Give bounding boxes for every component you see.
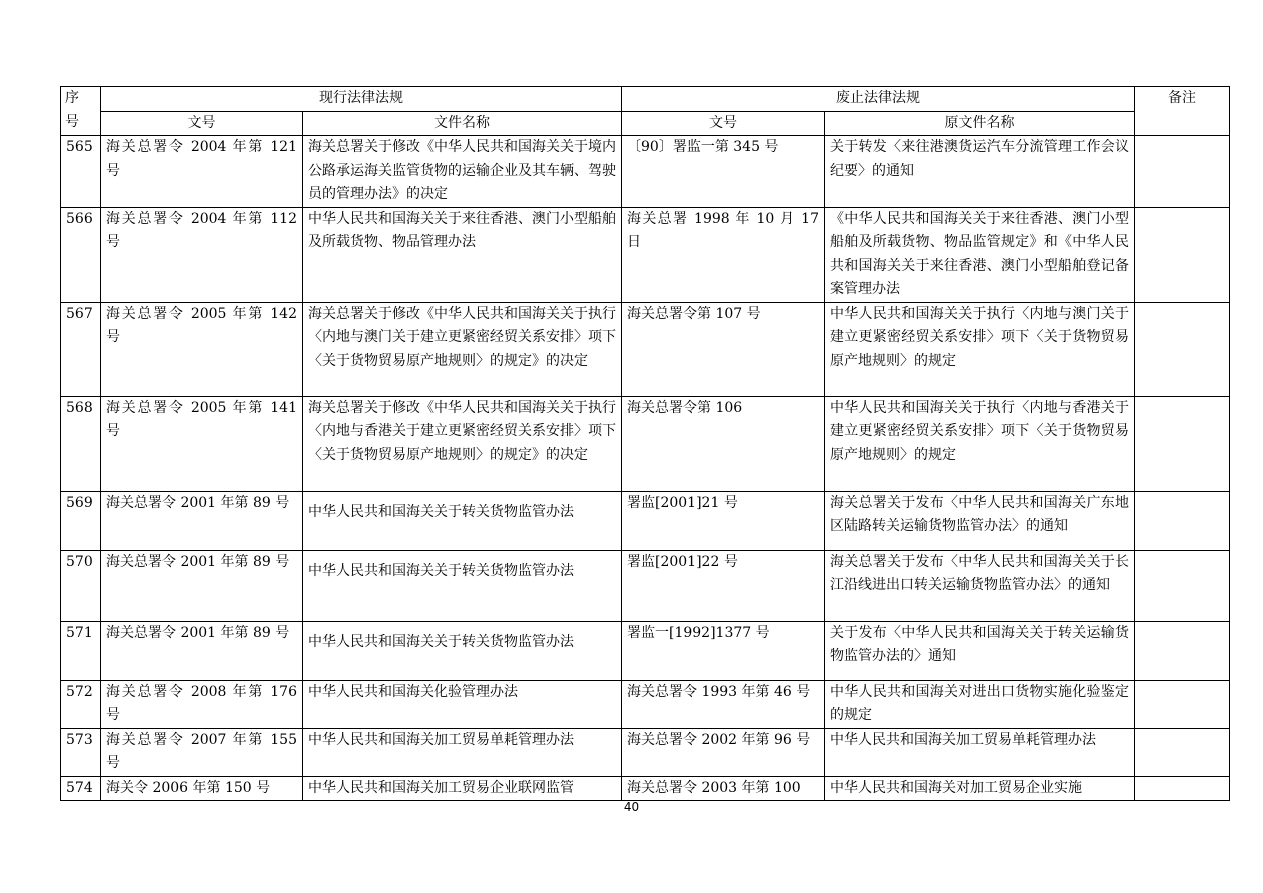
row-number: 565 — [61, 136, 101, 208]
current-title: 海关总署关于修改《中华人民共和国海关关于执行〈内地与香港关于建立更紧密经贸关系安排〉项下〈关于货物贸易原产地规则〉的规定》的决定 — [303, 396, 622, 491]
row-number: 572 — [61, 680, 101, 728]
current-title: 中华人民共和国海关加工贸易企业联网监管 — [303, 776, 622, 801]
repealed-docno: 署监[2001]22 号 — [622, 550, 825, 621]
repealed-title: 中华人民共和国海关关于执行〈内地与澳门关于建立更紧密经贸关系安排〉项下〈关于货物贸易原产地规则〉的规定 — [825, 302, 1135, 396]
row-number: 570 — [61, 550, 101, 621]
table-row — [61, 621, 1230, 680]
current-docno: 海关令 2006 年第 150 号 — [101, 776, 303, 801]
table-row — [61, 207, 1230, 302]
repealed-docno: 海关总署令 2002 年第 96 号 — [622, 728, 825, 776]
table-row — [61, 136, 1230, 208]
repealed-docno: 署监[2001]21 号 — [622, 491, 825, 550]
current-docno: 海关总署令 2001 年第 89 号 — [101, 550, 303, 621]
row-number: 574 — [61, 776, 101, 801]
repealed-docno: 海关总署令第 106 — [622, 396, 825, 491]
current-title: 中华人民共和国海关关于转关货物监管办法 — [303, 491, 622, 550]
header-row-group — [61, 87, 1230, 112]
repealed-docno-header: 文号 — [622, 111, 825, 136]
remark-cell — [1135, 776, 1230, 801]
current-docno: 海关总署令 2004 年第 112 号 — [101, 207, 303, 302]
remark-cell — [1135, 621, 1230, 680]
seq-header: 序 号 — [61, 87, 101, 136]
row-number: 571 — [61, 621, 101, 680]
current-group-header: 现行法律法规 — [101, 87, 622, 112]
remark-cell — [1135, 550, 1230, 621]
current-docno: 海关总署令 2004 年第 121 号 — [101, 136, 303, 208]
repealed-title-header: 原文件名称 — [825, 111, 1135, 136]
remark-cell — [1135, 680, 1230, 728]
table-row — [61, 491, 1230, 550]
repealed-docno: 海关总署令第 107 号 — [622, 302, 825, 396]
current-title: 海关总署关于修改《中华人民共和国海关关于境内公路承运海关监管货物的运输企业及其车辆、驾驶员的管理办法》的决定 — [303, 136, 622, 208]
repealed-title: 中华人民共和国海关关于执行〈内地与香港关于建立更紧密经贸关系安排〉项下〈关于货物贸易原产地规则〉的规定 — [825, 396, 1135, 491]
page-number: 40 — [623, 800, 640, 814]
current-title: 海关总署关于修改《中华人民共和国海关关于执行〈内地与澳门关于建立更紧密经贸关系安排〉项下〈关于货物贸易原产地规则〉的规定》的决定 — [303, 302, 622, 396]
header-row-columns — [61, 111, 1230, 136]
repealed-docno: 署监一[1992]1377 号 — [622, 621, 825, 680]
remark-header: 备注 — [1135, 87, 1230, 136]
table-row — [61, 680, 1230, 728]
repealed-title: 《中华人民共和国海关关于来往香港、澳门小型船舶及所载货物、物品监管规定》和《中华人民共和国海关关于来往香港、澳门小型船舶登记备案管理办法 — [825, 207, 1135, 302]
repealed-docno: 海关总署令 1993 年第 46 号 — [622, 680, 825, 728]
regulations-table — [60, 86, 1230, 801]
current-docno: 海关总署令 2001 年第 89 号 — [101, 491, 303, 550]
row-number: 568 — [61, 396, 101, 491]
row-number: 573 — [61, 728, 101, 776]
current-docno: 海关总署令 2005 年第 142 号 — [101, 302, 303, 396]
repealed-title: 海关总署关于发布〈中华人民共和国海关广东地区陆路转关运输货物监管办法〉的通知 — [825, 491, 1135, 550]
table-row — [61, 728, 1230, 776]
row-number: 567 — [61, 302, 101, 396]
repealed-title: 中华人民共和国海关对加工贸易企业实施 — [825, 776, 1135, 801]
row-number: 569 — [61, 491, 101, 550]
remark-cell — [1135, 136, 1230, 208]
repealed-title: 中华人民共和国海关加工贸易单耗管理办法 — [825, 728, 1135, 776]
repealed-docno: 〔90〕署监一第 345 号 — [622, 136, 825, 208]
current-docno: 海关总署令 2001 年第 89 号 — [101, 621, 303, 680]
current-title: 中华人民共和国海关关于转关货物监管办法 — [303, 550, 622, 621]
current-title: 中华人民共和国海关加工贸易单耗管理办法 — [303, 728, 622, 776]
remark-cell — [1135, 491, 1230, 550]
table-row — [61, 396, 1230, 491]
repealed-docno: 海关总署 1998 年 10 月 17 日 — [622, 207, 825, 302]
current-title: 中华人民共和国海关关于转关货物监管办法 — [303, 621, 622, 680]
current-docno: 海关总署令 2007 年第 155 号 — [101, 728, 303, 776]
repealed-title: 中华人民共和国海关对进出口货物实施化验鉴定的规定 — [825, 680, 1135, 728]
repealed-group-header: 废止法律法规 — [622, 87, 1135, 112]
remark-cell — [1135, 396, 1230, 491]
row-number: 566 — [61, 207, 101, 302]
current-title: 中华人民共和国海关关于来往香港、澳门小型船舶及所载货物、物品管理办法 — [303, 207, 622, 302]
repealed-title: 关于发布〈中华人民共和国海关关于转关运输货物监管办法的〉通知 — [825, 621, 1135, 680]
table-row — [61, 302, 1230, 396]
current-docno: 海关总署令 2005 年第 141 号 — [101, 396, 303, 491]
repealed-docno: 海关总署令 2003 年第 100 — [622, 776, 825, 801]
current-docno-header: 文号 — [101, 111, 303, 136]
remark-cell — [1135, 302, 1230, 396]
repealed-title: 海关总署关于发布〈中华人民共和国海关关于长江沿线进出口转关运输货物监管办法〉的通知 — [825, 550, 1135, 621]
repealed-title: 关于转发〈来往港澳货运汽车分流管理工作会议纪要〉的通知 — [825, 136, 1135, 208]
remark-cell — [1135, 207, 1230, 302]
table-row — [61, 550, 1230, 621]
current-title-header: 文件名称 — [303, 111, 622, 136]
current-docno: 海关总署令 2008 年第 176 号 — [101, 680, 303, 728]
current-title: 中华人民共和国海关化验管理办法 — [303, 680, 622, 728]
remark-cell — [1135, 728, 1230, 776]
table-row — [61, 776, 1230, 801]
